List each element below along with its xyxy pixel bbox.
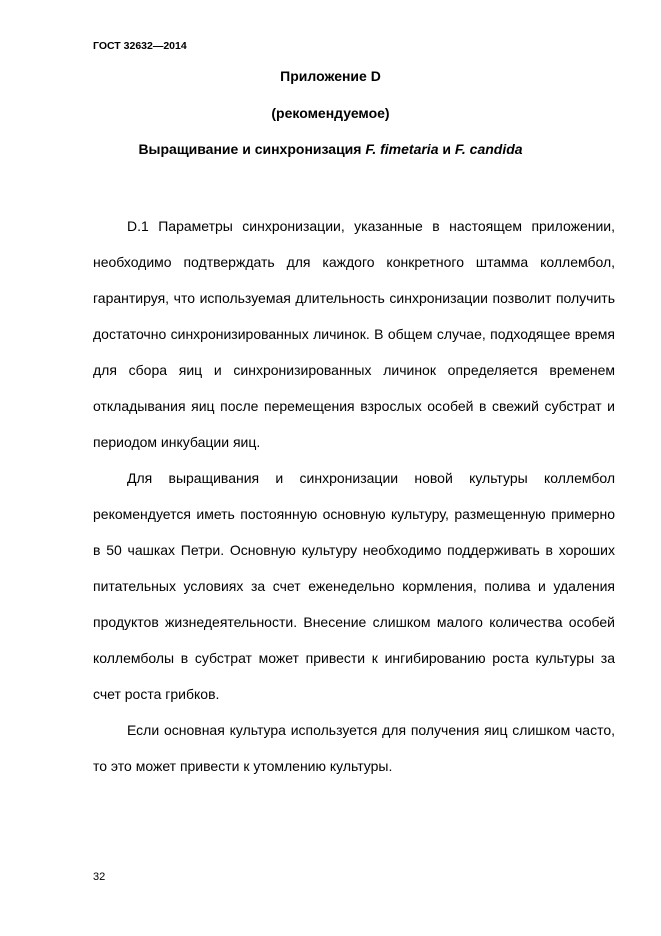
species-candida: F. candida xyxy=(454,141,523,157)
paragraph-fatigue: Если основная культура используется для получения яиц слишком часто, то это может привести к утомлению культуры. xyxy=(93,722,615,774)
appendix-status: (рекомендуемое) xyxy=(271,105,390,121)
species-fimetaria: F. fimetaria xyxy=(365,141,439,157)
page-number: 32 xyxy=(93,871,106,883)
standard-header: ГОСТ 32632—2014 xyxy=(93,40,187,52)
paragraph-d1: D.1 Параметры синхронизации, указанные в настоящем приложении, необходимо подтверждать для каждого конкретного штамма коллембол, гарантируя, что используемая длительность синхронизации позволит получить достаточно синхронизированных личинок. В общем случае, подходящее время для сбора яиц и синхронизированных личинок определяется временем откладывания яиц после перемещения взрослых особей в свежий субстрат и периодом инкубации яиц. xyxy=(93,218,615,450)
appendix-subtitle xyxy=(0,141,661,157)
paragraph-culture: Для выращивания и синхронизации новой культуры коллембол рекомендуется иметь постоянную основную культуру, размещенную примерно в 50 чашках Петри. Основную культуру необходимо поддерживать в хороших питательных условиях за счет еженедельно кормления, полива и удаления продуктов жизнедеятельности. Внесение слишком малого количества особей коллемболы в субстрат может привести к ингибированию роста культуры за счет роста грибков. xyxy=(93,470,615,702)
appendix-title: Приложение D xyxy=(280,68,381,84)
subtitle-and: и xyxy=(438,141,455,157)
subtitle-prefix: Выращивание и синхронизация xyxy=(138,141,366,157)
body-text xyxy=(93,208,615,784)
